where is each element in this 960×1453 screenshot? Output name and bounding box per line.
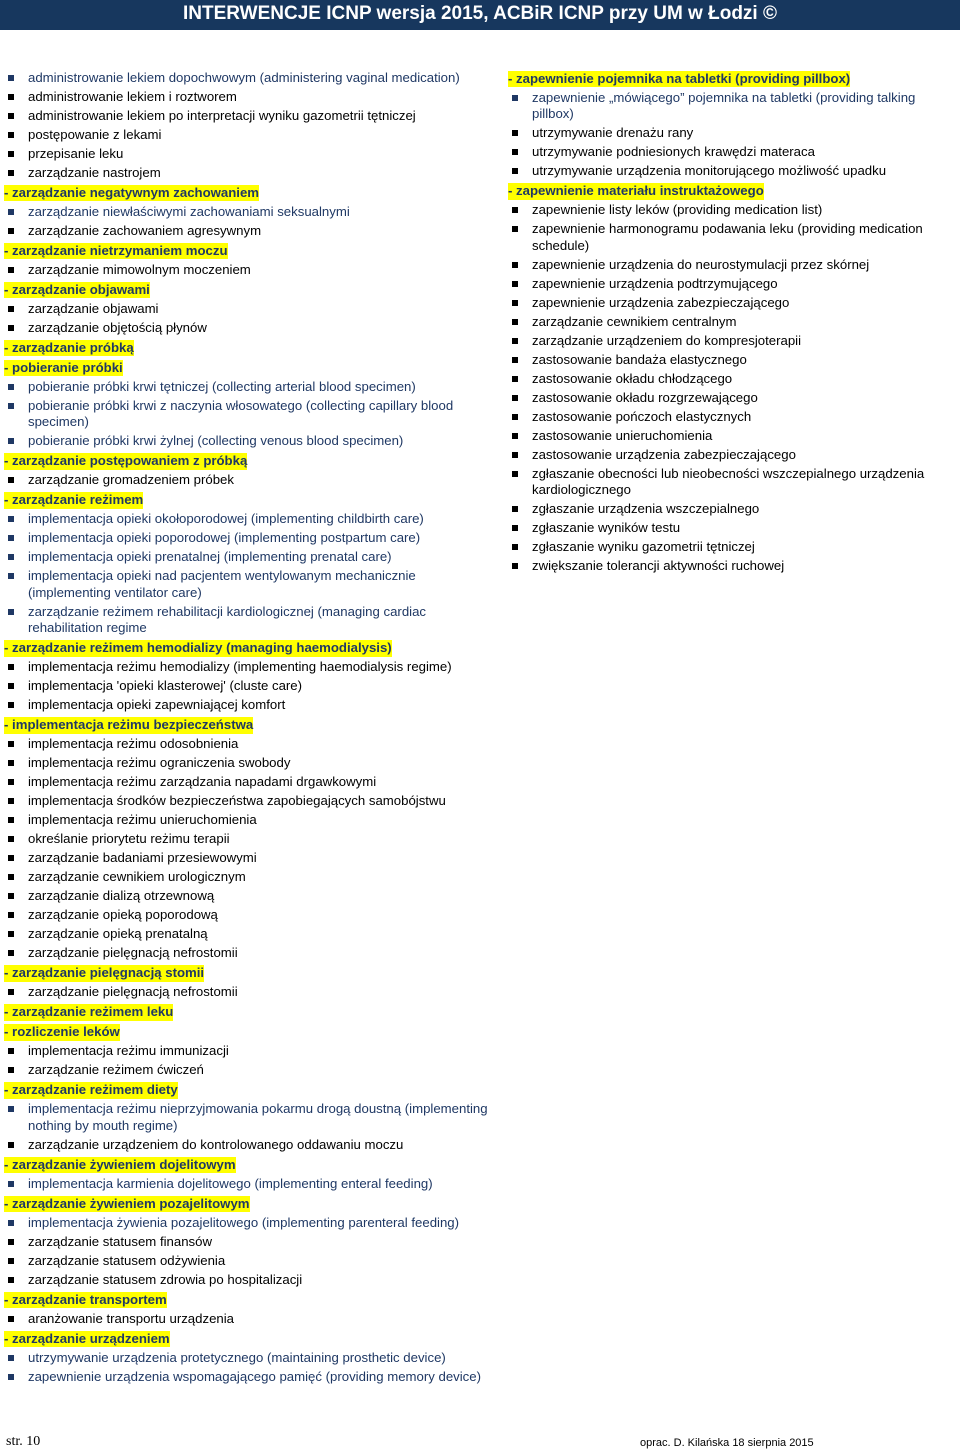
list-item: zapewnienie urządzenia zabezpieczającego (508, 295, 960, 311)
section-heading: - zarządzanie nietrzymaniem moczu (4, 243, 228, 258)
list-item: zarządzanie statusem zdrowia po hospitalizacji (4, 1272, 490, 1288)
list-item: implementacja 'opieki klasterowej' (cluste care) (4, 678, 490, 694)
list-item: zapewnienie urządzenia podtrzymującego (508, 276, 960, 292)
list-item: zastosowanie unieruchomienia (508, 428, 960, 444)
list-item: zarządzanie reżimem ćwiczeń (4, 1062, 490, 1078)
list-item: przepisanie leku (4, 146, 490, 162)
section-heading-row (4, 1330, 490, 1350)
section-heading: - pobieranie próbki (4, 360, 123, 375)
section-heading-row (4, 1023, 490, 1043)
list-item: implementacja środków bezpieczeństwa zapobiegających samobójstwu (4, 793, 490, 809)
list-item: pobieranie próbki krwi tętniczej (collecting arterial blood specimen) (4, 379, 490, 395)
list-item: zgłaszanie urządzenia wszczepialnego (508, 501, 960, 517)
list-item: zastosowanie bandaża elastycznego (508, 352, 960, 368)
list-item: administrowanie lekiem po interpretacji wyniku gazometrii tętniczej (4, 108, 490, 124)
section-heading-row (4, 359, 490, 379)
list-item: utrzymywanie urządzenia monitorującego możliwość upadku (508, 163, 960, 179)
list-item: pobieranie próbki krwi z naczynia włosowatego (collecting capillary blood specimen) (4, 398, 490, 431)
list-item: implementacja reżimu unieruchomienia (4, 812, 490, 828)
right-column (508, 70, 960, 577)
list-item: zarządzanie statusem odżywienia (4, 1253, 490, 1269)
list-item: zastosowanie okładu rozgrzewającego (508, 390, 960, 406)
section-heading-row (4, 339, 490, 359)
section-heading-row (4, 491, 490, 511)
footer-author: oprac. D. Kilańska 18 sierpnia 2015 (640, 1437, 814, 1449)
list-item: zarządzanie cewnikiem urologicznym (4, 869, 490, 885)
page-header (0, 0, 960, 30)
list-item: administrowanie lekiem dopochwowym (administering vaginal medication) (4, 70, 490, 86)
list-item: zarządzanie opieką poporodową (4, 907, 490, 923)
section-heading-row (4, 184, 490, 204)
list-item: zarządzanie reżimem rehabilitacji kardiologicznej (managing cardiac rehabilitation regime (4, 604, 490, 637)
list-item: zarządzanie pielęgnacją nefrostomii (4, 984, 490, 1000)
list-item: zapewnienie urządzenia wspomagającego pamięć (providing memory device) (4, 1369, 490, 1385)
list-item: zwiększanie tolerancji aktywności ruchowej (508, 558, 960, 574)
list-item: implementacja reżimu ograniczenia swobody (4, 755, 490, 771)
section-heading-row (4, 964, 490, 984)
section-heading-row (508, 70, 960, 90)
section-heading: - zarządzanie reżimem hemodializy (managing haemodialysis) (4, 640, 392, 656)
list-item: utrzymywanie podniesionych krawędzi materaca (508, 144, 960, 160)
section-heading: - zarządzanie żywieniem dojelitowym (4, 1156, 236, 1172)
section-heading-row (4, 716, 490, 736)
list-item: implementacja reżimu odosobnienia (4, 736, 490, 752)
list-item: implementacja opieki prenatalnej (implementing prenatal care) (4, 549, 490, 565)
list-item: utrzymywanie urządzenia protetycznego (maintaining prosthetic device) (4, 1350, 490, 1366)
page-number: str. 10 (6, 1434, 41, 1449)
list-item: zarządzanie nastrojem (4, 165, 490, 181)
list-item: zarządzanie badaniami przesiewowymi (4, 850, 490, 866)
list-item: zarządzanie objawami (4, 301, 490, 317)
list-item: zarządzanie opieką prenatalną (4, 926, 490, 942)
list-item: implementacja karmienia dojelitowego (implementing enteral feeding) (4, 1176, 490, 1192)
section-heading: - zapewnienie materiału instruktażowego (508, 183, 764, 199)
section-heading: - zarządzanie żywieniem pozajelitowym (4, 1195, 250, 1211)
list-item: zarządzanie statusem finansów (4, 1234, 490, 1250)
section-heading: - rozliczenie leków (4, 1024, 120, 1040)
list-item: implementacja opieki zapewniającej komfort (4, 697, 490, 713)
header-title: INTERWENCJE ICNP wersja 2015, ACBiR ICNP przy UM w Łodzi © (183, 3, 777, 24)
list-item: implementacja reżimu zarządzania napadami drgawkowymi (4, 774, 490, 790)
section-heading-row (4, 1003, 490, 1023)
section-heading: - zarządzanie negatywnym zachowaniem (4, 185, 260, 200)
section-heading: - implementacja reżimu bezpieczeństwa (4, 717, 254, 733)
list-item: zapewnienie urządzenia do neurostymulacji przez skórnej (508, 257, 960, 273)
section-heading-row (508, 182, 960, 202)
list-item: zarządzanie pielęgnacją nefrostomii (4, 945, 490, 961)
section-heading-row (4, 1156, 490, 1176)
section-heading: - zarządzanie reżimem (4, 492, 144, 508)
list-item: utrzymywanie drenażu rany (508, 125, 960, 141)
left-column (4, 70, 490, 1388)
list-item: zapewnienie harmonogramu podawania leku (providing medication schedule) (508, 221, 960, 254)
section-heading: - zarządzanie objawami (4, 282, 150, 297)
list-item: zgłaszanie wyniku gazometrii tętniczej (508, 539, 960, 555)
list-item: zarządzanie urządzeniem do kontrolowanego oddawaniu moczu (4, 1137, 490, 1153)
section-heading-row (4, 1195, 490, 1215)
list-item: implementacja żywienia pozajelitowego (implementing parenteral feeding) (4, 1215, 490, 1231)
section-heading-row (4, 1291, 490, 1311)
list-item: zgłaszanie obecności lub nieobecności wszczepialnego urządzenia kardiologicznego (508, 466, 960, 499)
list-item: zarządzanie zachowaniem agresywnym (4, 223, 490, 239)
list-item: implementacja opieki nad pacjentem wentylowanym mechanicznie (implementing ventilator care) (4, 568, 490, 601)
list-item: zarządzanie niewłaściwymi zachowaniami seksualnymi (4, 204, 490, 220)
section-heading-row (4, 1081, 490, 1101)
section-heading-row (4, 242, 490, 262)
list-item: postępowanie z lekami (4, 127, 490, 143)
list-item: administrowanie lekiem i roztworem (4, 89, 490, 105)
list-item: zarządzanie urządzeniem do kompresjoterapii (508, 333, 960, 349)
list-item: zapewnienie listy leków (providing medication list) (508, 202, 960, 218)
section-heading: - zarządzanie reżimem leku (4, 1004, 174, 1020)
list-item: implementacja reżimu hemodializy (implementing haemodialysis regime) (4, 659, 490, 675)
list-item: implementacja opieki okołoporodowej (implementing childbirth care) (4, 511, 490, 527)
list-item: zarządzanie mimowolnym moczeniem (4, 262, 490, 278)
list-item: zarządzanie objętością płynów (4, 320, 490, 336)
section-heading: - zarządzanie próbką (4, 340, 134, 355)
section-heading: - zarządzanie urządzeniem (4, 1330, 170, 1346)
section-heading-row (4, 281, 490, 301)
section-heading-row (4, 639, 490, 659)
list-item: zarządzanie dializą otrzewnową (4, 888, 490, 904)
list-item: zastosowanie okładu chłodzącego (508, 371, 960, 387)
list-item: implementacja opieki poporodowej (implementing postpartum care) (4, 530, 490, 546)
list-item: zarządzanie cewnikiem centralnym (508, 314, 960, 330)
list-item: aranżowanie transportu urządzenia (4, 1311, 490, 1327)
list-item: implementacja reżimu nieprzyjmowania pokarmu drogą doustną (implementing nothing by mouth regime) (4, 1101, 490, 1134)
section-heading: - zarządzanie postępowaniem z próbką (4, 453, 248, 469)
section-heading: - zarządzanie transportem (4, 1291, 167, 1307)
list-item: implementacja reżimu immunizacji (4, 1043, 490, 1059)
section-heading: - zapewnienie pojemnika na tabletki (providing pillbox) (508, 71, 851, 86)
section-heading-row (4, 452, 490, 472)
list-item: zgłaszanie wyników testu (508, 520, 960, 536)
list-item: określanie priorytetu reżimu terapii (4, 831, 490, 847)
section-heading: - zarządzanie pielęgnacją stomii (4, 965, 205, 981)
list-item: pobieranie próbki krwi żylnej (collecting venous blood specimen) (4, 433, 490, 449)
list-item: zastosowanie pończoch elastycznych (508, 409, 960, 425)
section-heading: - zarządzanie reżimem diety (4, 1082, 178, 1098)
list-item: zapewnienie „mówiącego” pojemnika na tabletki (providing talking pillbox) (508, 90, 960, 123)
list-item: zastosowanie urządzenia zabezpieczającego (508, 447, 960, 463)
list-item: zarządzanie gromadzeniem próbek (4, 472, 490, 488)
